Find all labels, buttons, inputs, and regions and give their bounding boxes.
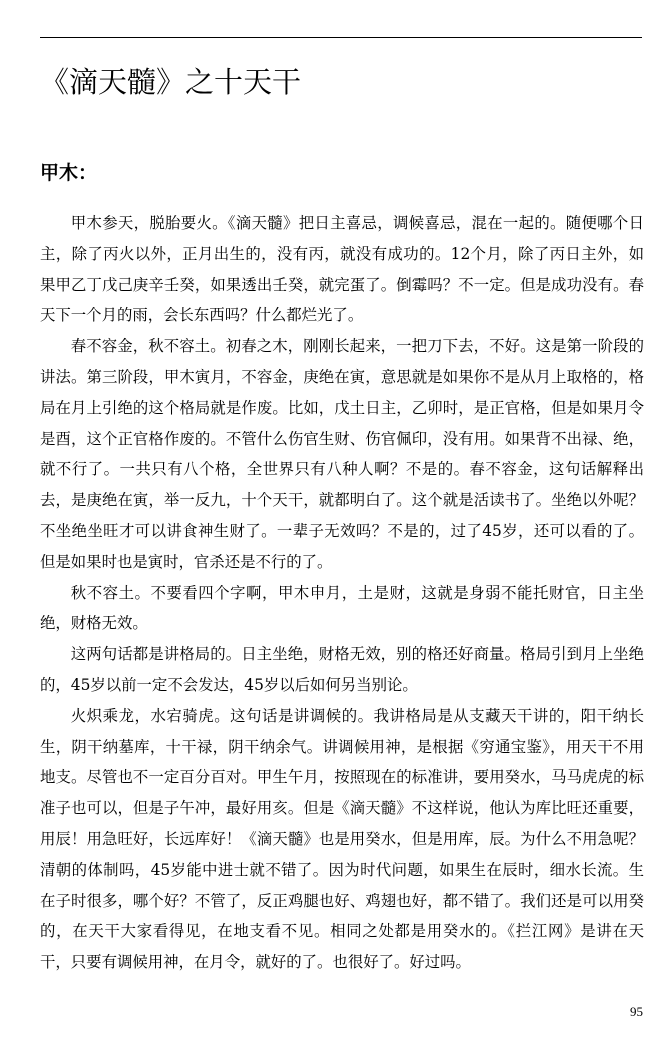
paragraph: 春不容金，秋不容土。初春之木，刚刚长起来，一把刀下去，不好。这是第一阶段的讲法。第三阶段，甲木寅月，不容金，庚绝在寅，意思就是如果你不是从月上取格的，格局在月上引绝的这个格局就是作废。比如，戊土日主，乙卯时，是正官格，但是如果月令是酉，这个正官格作废的。不管什么伤官生财、伤官佩印，没有用。如果背不出禄、绝，就不行了。一共只有八个格，全世界只有八种人啊？不是的。春不容金，这句话解释出去，是庚绝在寅，举一反九，十个天干，就都明白了。这个就是活读书了。坐绝以外呢？不坐绝坐旺才可以讲食神生财了。一辈子无效吗？不是的，过了45岁，还可以看的了。但是如果时也是寅时，官杀还是不行的了。 xyxy=(40,337,644,571)
paragraph: 甲木参天，脱胎要火。《滴天髓》把日主喜忌，调候喜忌，混在一起的。随便哪个日主，除了丙火以外，正月出生的，没有丙，就没有成功的。12个月，除了丙日主外，如果甲乙丁戊己庚辛壬癸，如果透出壬癸，就完蛋了。倒霉吗？不一定。但是成功没有。春天下一个月的雨，会长东西吗？什么都烂光了。 xyxy=(40,214,644,325)
paragraph: 秋不容土。不要看四个字啊，甲木申月，土是财，这就是身弱不能托财官，日主坐绝，财格无效。 xyxy=(40,583,644,633)
section-heading: 甲木： xyxy=(40,162,98,184)
paragraph: 这两句话都是讲格局的。日主坐绝，财格无效，别的格还好商量。格局引到月上坐绝的，45岁以前一定不会发达，45岁以后如何另当别论。 xyxy=(40,645,644,694)
header-rule xyxy=(40,37,642,38)
page-title: 《滴天髓》之十天干 xyxy=(40,65,302,99)
paragraph: 火炽乘龙，水宕骑虎。这句话是讲调候的。我讲格局是从支藏天干讲的，阳干纳长生，阴干纳墓库，十干禄，阴干纳余气。讲调候用神，是根据《穷通宝鉴》，用天干不用地支。尽管也不一定百分百对。甲生午月，按照现在的标准讲，要用癸水，马马虎虎的标准子也可以，但是子午冲，最好用亥。但是《滴天髓》不这样说，他认为库比旺还重要，用辰！用急旺好，长远库好！《滴天髓》也是用癸水，但是用库，辰。为什么不用急呢？清朝的体制吗，45岁能中进士就不错了。因为时代问题，如果生在辰时，细水长流。生在子时很多，哪个好？不管了，反正鸡腿也好、鸡翅也好，都不错了。我们还是可以用癸的，在天干大家看得见，在地支看不见。相同之处都是用癸水的。《拦江网》是讲在天干，只要有调候用神，在月令，就好的了。也很好了。好过吗。 xyxy=(40,706,644,972)
body-text xyxy=(40,208,644,978)
page-number: 95 xyxy=(630,1004,643,1019)
